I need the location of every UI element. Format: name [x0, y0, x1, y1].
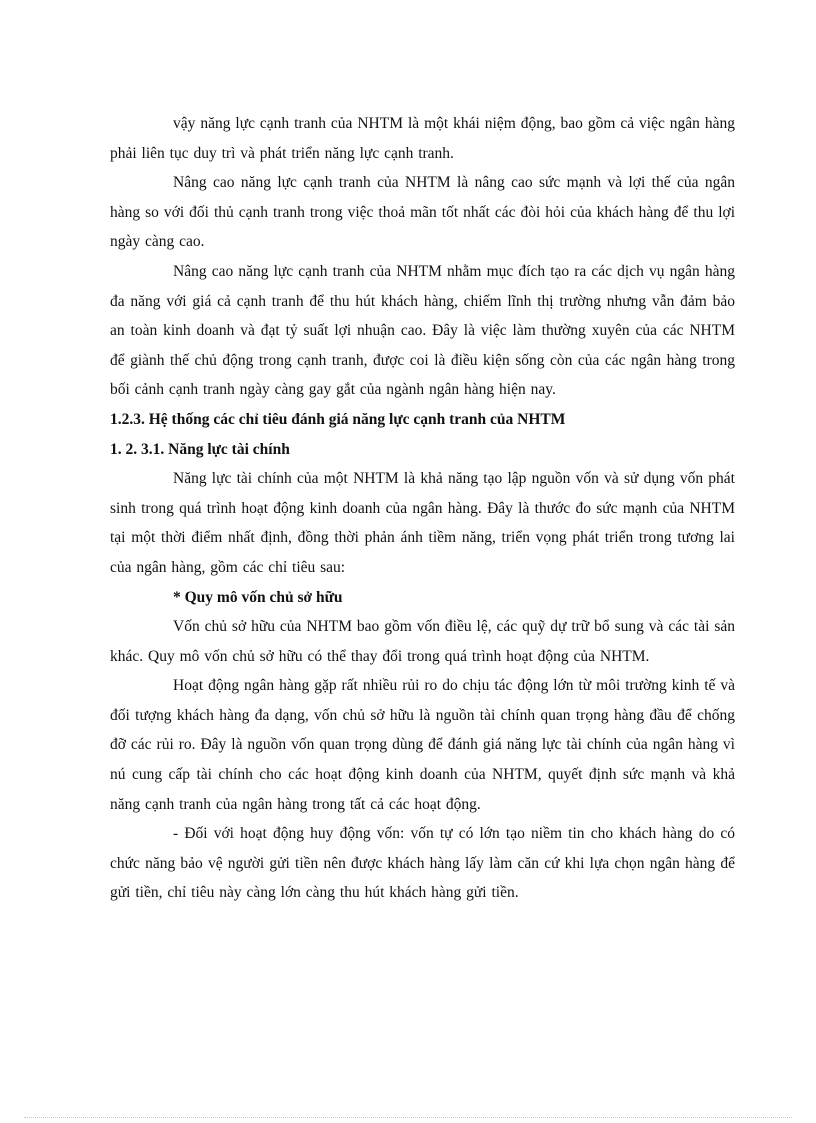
paragraph-intro: vậy năng lực cạnh tranh của NHTM là một khái niệm động, bao gồm cả việc ngân hàng phải liên tục duy trì và phát triển năng lực cạnh tranh. [110, 115, 735, 162]
paragraph-financial-capacity: Năng lực tài chính của một NHTM là khả năng tạo lập nguồn vốn và sử dụng vốn phát sinh trong quá trình hoạt động kinh doanh của ngân hàng. Đây là thước đo sức mạnh của NHTM tại một thời điểm nhất định, đồng thời phản ánh tiềm năng, triển vọng phát triển trong tương lai của ngân hàng, gồm các chỉ tiêu sau: [110, 470, 735, 576]
paragraph-purpose: Nâng cao năng lực cạnh tranh của NHTM nhằm mục đích tạo ra các dịch vụ ngân hàng đa năng với giá cả cạnh tranh để thu hút khách hàng, chiếm lĩnh thị trường nhưng vẫn đảm bảo an toàn kinh doanh và đạt tỷ suất lợi nhuận cao. Đây là việc làm thường xuyên của các NHTM để giành thế chủ động trong cạnh tranh, được coi là điều kiện sống còn của các ngân hàng trong bối cảnh cạnh tranh ngày càng gay gắt của ngành ngân hàng hiện nay. [110, 262, 735, 399]
section-heading-1231: 1. 2. 3.1. Năng lực tài chính [110, 440, 290, 458]
page-content [110, 109, 735, 908]
paragraph-capital-mobilization: - Đối với hoạt động huy động vốn: vốn tự có lớn tạo niềm tin cho khách hàng do có chức năng bảo vệ người gửi tiền nên được khách hàng lấy làm căn cứ khi lựa chọn ngân hàng để gửi tiền, chỉ tiêu này càng lớn càng thu hút khách hàng gửi tiền. [110, 825, 735, 902]
paragraph-equity-definition: Vốn chủ sở hữu của NHTM bao gồm vốn điều lệ, các quỹ dự trữ bổ sung và các tài sản khác. Quy mô vốn chủ sở hữu có thể thay đổi trong quá trình hoạt động của NHTM. [110, 618, 735, 665]
section-heading-123: 1.2.3. Hệ thống các chỉ tiêu đánh giá năng lực cạnh tranh của NHTM [110, 410, 566, 428]
paragraph-banking-risks: Hoạt động ngân hàng gặp rất nhiều rủi ro do chịu tác động lớn từ môi trường kinh tế và đối tượng khách hàng đa dạng, vốn chủ sở hữu là nguồn tài chính quan trọng hàng đầu để chống đỡ các rủi ro. Đây là nguồn vốn quan trọng dùng để đánh giá năng lực tài chính của ngân hàng vì nú cung cấp tài chính cho các hoạt động kinh doanh của NHTM, quyết định sức mạnh và khả năng cạnh tranh của ngân hàng trong tất cả các hoạt động. [110, 677, 735, 813]
page-bottom-rule [24, 1117, 792, 1118]
subheading-equity-scale: * Quy mô vốn chủ sở hữu [173, 588, 343, 606]
paragraph-raising-competitiveness: Nâng cao năng lực cạnh tranh của NHTM là nâng cao sức mạnh và lợi thế của ngân hàng so với đối thủ cạnh tranh trong việc thoả mãn tốt nhất các đòi hỏi của khách hàng để thu lợi ngày càng cao. [110, 174, 735, 251]
